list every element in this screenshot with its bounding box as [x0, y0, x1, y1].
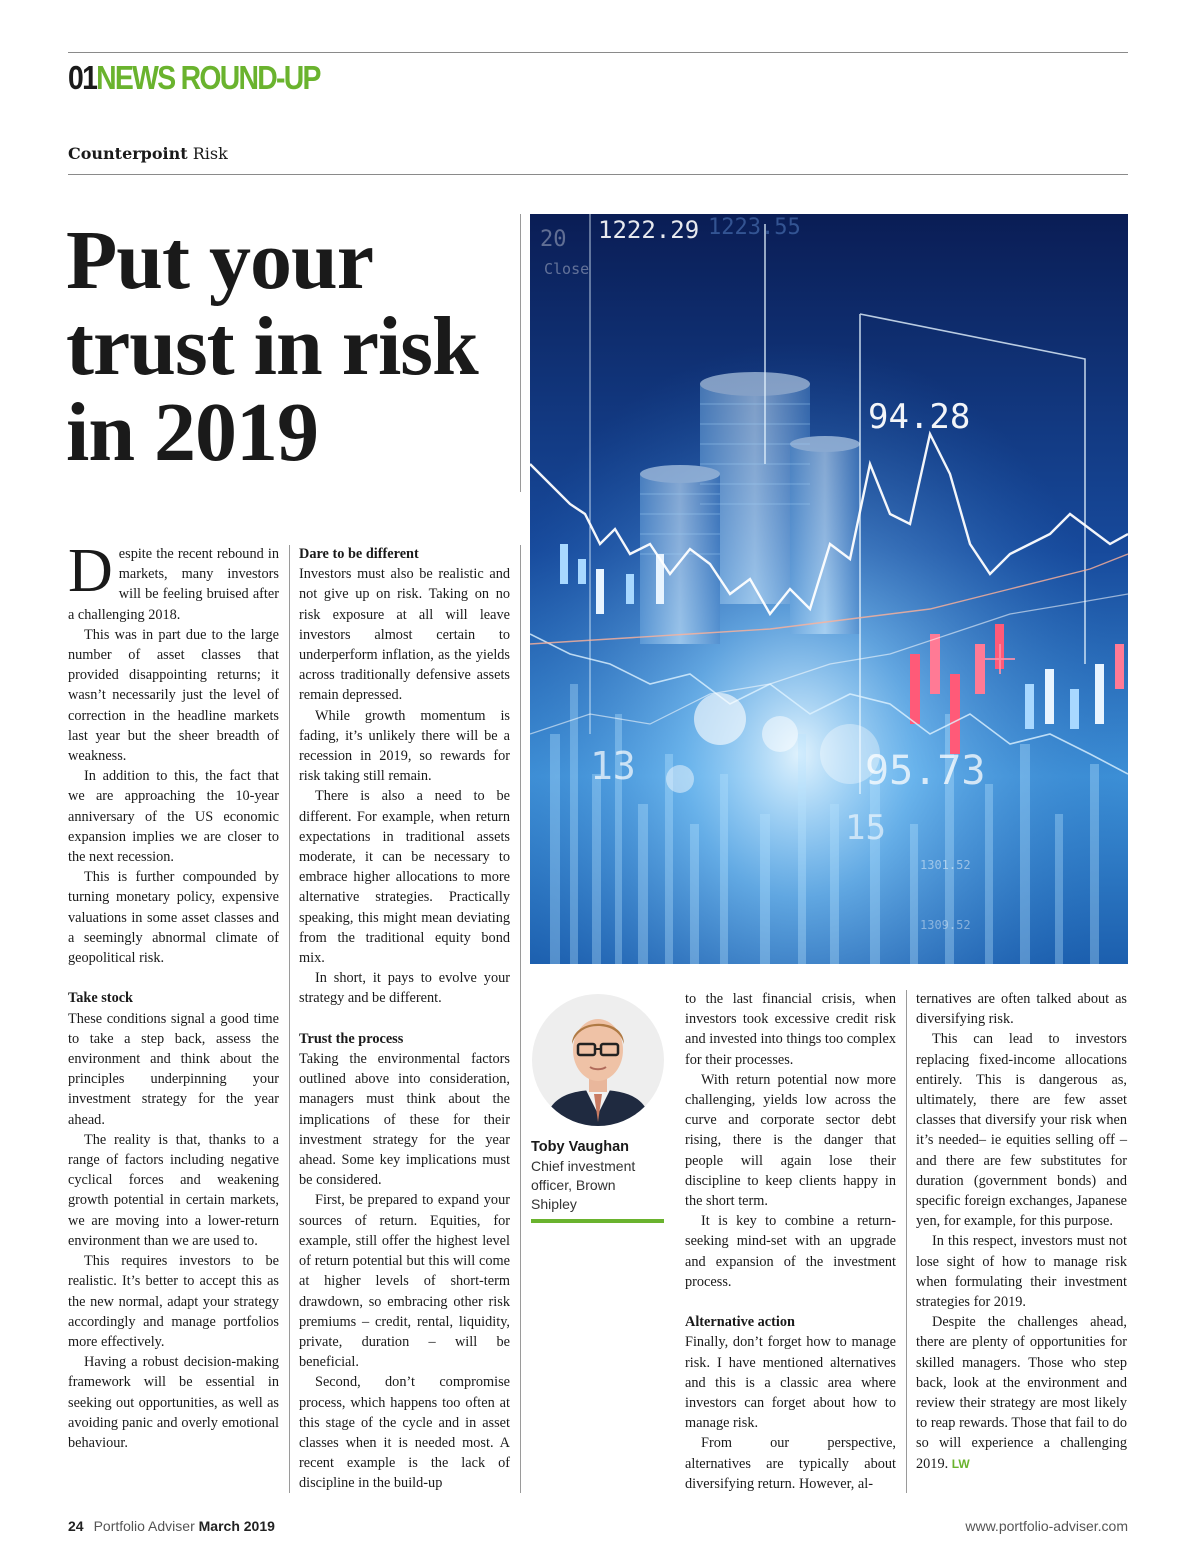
column-divider [906, 990, 907, 1493]
paragraph: ternatives are often talked about as diversifying risk. [916, 991, 1127, 1028]
photo-number-8: 1309.52 [920, 918, 971, 932]
article-column-4 [916, 989, 1127, 1474]
photo-number-1: 1222.29 [598, 216, 700, 244]
paragraph: This was in part due to the large number of asset classes that provided disappointing returns; it wasn’t necessarily just the level of correction in the headline markets last year but the sheer breadth of weakness. [68, 626, 279, 765]
kicker-rest: Risk [187, 144, 228, 163]
paragraph: Second, don’t compromise process, which happens too often at this stage of the cycle and in asset classes when it is needed most. A recent example is the lack of discipline in the build-up [299, 1374, 510, 1492]
author-avatar [532, 994, 664, 1126]
magazine-name: Portfolio Adviser [93, 1518, 195, 1534]
issue-date: March 2019 [198, 1518, 275, 1534]
article-column-1 [68, 537, 279, 1453]
top-rule [68, 52, 1128, 53]
hero-image [530, 214, 1128, 964]
author-portrait-icon [532, 994, 664, 1126]
author-name: Toby Vaughan [531, 1139, 630, 1155]
footer-left [68, 1516, 275, 1536]
article-column-3 [685, 989, 896, 1494]
column-divider [289, 545, 290, 1493]
section-number: 01 [68, 59, 97, 96]
paragraph: This can lead to investors replacing fixed-income allocations entirely. This is dangerous as, ultimately, there are few asset classes that diversify your risk when it’s needed– ie equities selling off – and there are few substitutes for duration (government bonds) and specific foreign exchanges, Japanese yen, for example, for this purpose. [916, 1031, 1127, 1230]
kicker [68, 143, 228, 165]
section-header [68, 58, 320, 98]
photo-number-prefix: 20 [540, 227, 567, 252]
photo-number-3: 94.28 [868, 397, 971, 437]
photo-number-6: 15 [845, 808, 886, 848]
subheading: Alternative action [685, 1314, 795, 1331]
author-signoff: LW [951, 1456, 970, 1471]
paragraph: Finally, don’t forget how to manage risk. I have mentioned alternatives and this is a classic area where investors can forget about how to manage risk. [685, 1334, 896, 1432]
paragraph: From our perspective, alternatives are typically about diversifying return. However, al- [685, 1435, 896, 1492]
paragraph [68, 537, 279, 625]
page-number: 24 [68, 1518, 84, 1534]
financial-data-illustration [530, 214, 1128, 964]
paragraph-text: Despite the challenges ahead, there are plenty of opportunities for skilled managers. Those who step back, look at the environment and review their strategy are most likely to reap rewards. Those that fail to do so will experience a challenging 2019. [916, 1314, 1127, 1472]
photo-number-7: 1301.52 [920, 858, 971, 872]
paragraph: This is further compounded by turning monetary policy, expensive valuations in some asset classes and a seemingly abnormal climate of geopolitical risk. [68, 869, 279, 967]
paragraph: In this respect, investors must not lose sight of how to manage risk when formulating their investment strategies for 2019. [916, 1233, 1127, 1311]
paragraph: While growth momentum is fading, it’s unlikely there will be a recession in 2019, so rewards for risk taking still remain. [299, 707, 510, 785]
paragraph: With return potential now more challenging, yields low across the curve and corporate sector debt rising, there is the danger that people will again lose their discipline to keep clients happy in the short term. [685, 1071, 896, 1210]
headline: Put your trust in risk in 2019 [66, 214, 478, 479]
drop-cap: D [68, 537, 113, 605]
paragraph: Taking the environmental factors outlined above into consideration, managers must think about the implications of these for their investment strategy for the year ahead. Some key implications must be considered. [299, 1051, 510, 1189]
subheading: Take stock [68, 990, 134, 1007]
paragraph: There is also a need to be different. For example, when return expectations in traditional assets moderate, it can be necessary to embrace higher allocations to more alternative strategies. Practically speaking, this might mean deviating from the traditional equity bond mix. [299, 788, 510, 967]
author-role: Chief investment officer, Brown Shipley [531, 1158, 636, 1212]
photo-close-label: Close [544, 260, 590, 278]
paragraph: The reality is that, thanks to a range of factors including negative cyclical forces and weakening growth potential in certain markets, we are moving into a lower-return environment than we are used to. [68, 1131, 279, 1249]
section-label: NEWS ROUND-UP [96, 59, 320, 96]
paragraph: It is key to combine a return-seeking mind-set with an upgrade and expansion of the investment process. [685, 1213, 896, 1290]
article-column-2 [299, 544, 510, 1494]
paragraph: In short, it pays to evolve your strategy and be different. [299, 970, 510, 1007]
column-divider [520, 214, 521, 492]
paragraph: First, be prepared to expand your sources of return. Equities, for example, still offer the highest level of return potential but this will come at higher levels of short-term drawdown, so embracing other risk premiums – credit, rental, liquidity, private, duration – will be beneficial. [299, 1192, 510, 1371]
paragraph: to the last financial crisis, when investors took excessive credit risk and invested into things too complex for their processes. [685, 991, 896, 1068]
column-divider [520, 545, 521, 1493]
paragraph-text: espite the recent rebound in markets, many investors will be feeling bruised after a challenging 2018. [68, 546, 279, 623]
subheading: Dare to be different [299, 546, 419, 562]
kicker-bold: Counterpoint [68, 144, 188, 163]
paragraph: Having a robust decision-making framework will be essential in seeking out opportunities, as well as avoiding panic and overly emotional behaviour. [68, 1354, 279, 1451]
subheading: Trust the process [299, 1030, 404, 1047]
paragraph: Investors must also be realistic and not give up on risk. Taking on no risk exposure at all will leave investors almost certain to underperform inflation, as the yields across traditionally defensive assets remain depressed. [299, 566, 510, 704]
kicker-rule [68, 174, 1128, 175]
paragraph: These conditions signal a good time to take a step back, assess the environment and think about the principles underpinning your investment strategy for the year ahead. [68, 1010, 279, 1128]
footer-url[interactable]: www.portfolio-adviser.com [965, 1518, 1128, 1534]
paragraph: This requires investors to be realistic. It’s better to accept this as the new normal, adapt your strategy accordingly and manage portfolios more effectively. [68, 1253, 279, 1350]
paragraph: In addition to this, the fact that we are approaching the 10-year anniversary of the US economic expansion implies we are closer to the next recession. [68, 768, 279, 866]
photo-number-4: 13 [590, 744, 636, 788]
photo-number-5: 95.73 [865, 748, 986, 794]
photo-number-2: 1223.55 [708, 215, 801, 240]
author-accent-bar [531, 1219, 664, 1223]
paragraph [916, 1312, 1127, 1474]
